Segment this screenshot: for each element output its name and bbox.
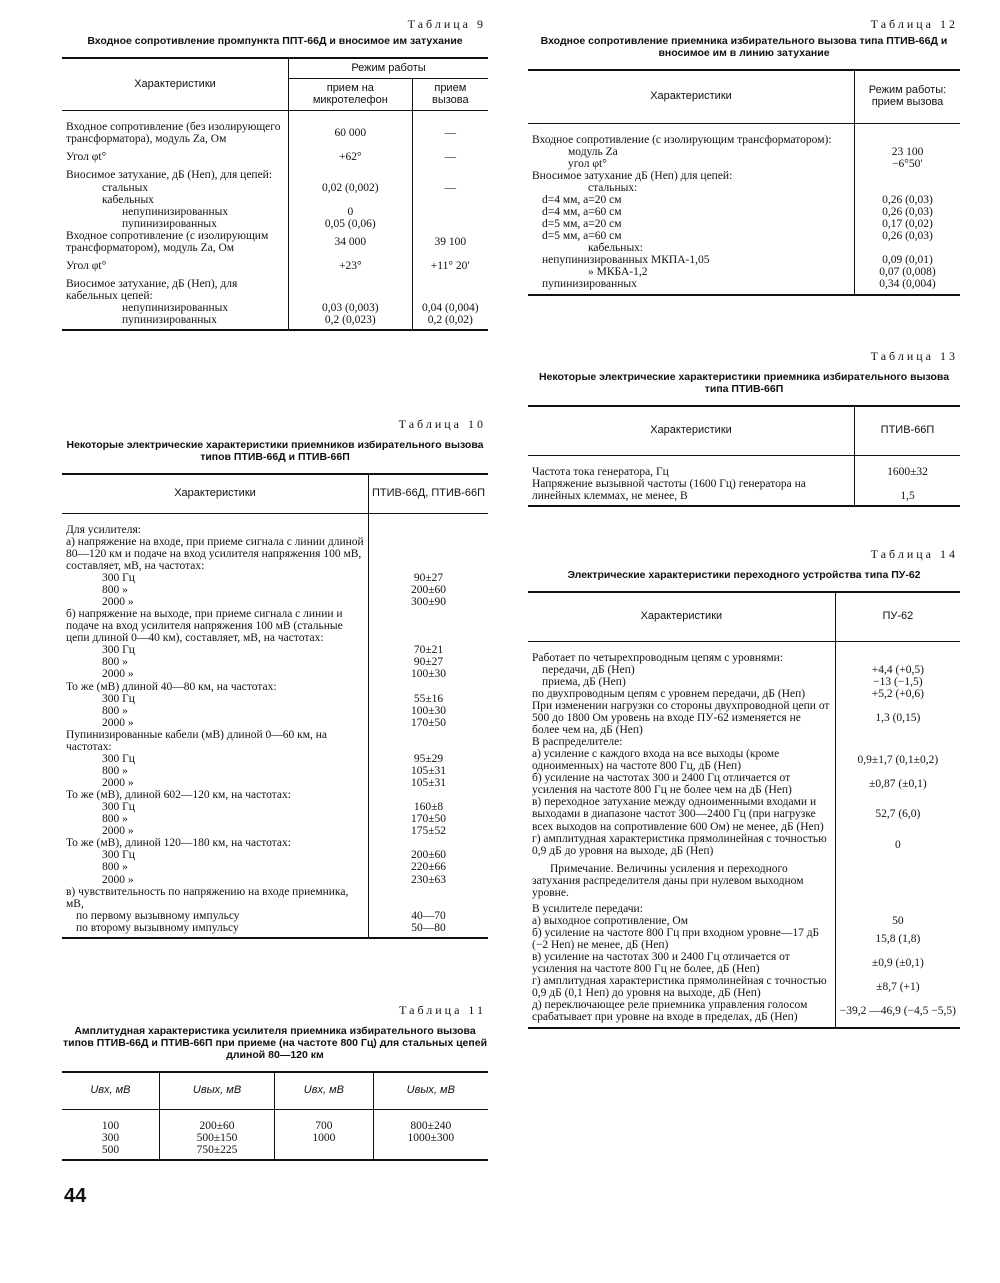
row-value: 0,34 (0,004) (855, 278, 961, 294)
row-value: 105±31 (369, 777, 489, 789)
table-row (528, 975, 960, 999)
column-header: Uвх, мВ (275, 1072, 373, 1110)
row-value-call (412, 206, 488, 218)
table-row (62, 717, 488, 729)
row-value: 105±31 (369, 765, 489, 777)
row-characteristic: непупинизированных (122, 302, 229, 315)
table-row (62, 753, 488, 765)
row-characteristic: г) амплитудная характеристика прямолинейная с точностью 0,9 дБ (0,1 Неп) до уровня на выходе, дБ (Неп) (532, 975, 827, 1000)
table-label: Таблица 12 (870, 17, 958, 31)
table-row (528, 857, 960, 903)
row-value: 100±30 (369, 668, 489, 680)
table-row (62, 777, 488, 789)
row-characteristic: а) напряжение на входе, при приеме сигнала с линии длиной 80—120 км и подаче на вход усилителя напряжения 100 мВ, составляет, мВ, на частотах: (66, 535, 364, 572)
row-value: 300±90 (369, 596, 489, 608)
table-cell: 1000 (275, 1132, 373, 1144)
table-row (62, 314, 488, 330)
header-characteristics: Характеристики (528, 592, 835, 642)
table-row (62, 182, 488, 194)
table-row (528, 736, 960, 748)
row-characteristic: приема, дБ (Неп) (542, 675, 626, 688)
row-value (855, 242, 961, 254)
row-value-microphone: 60 000 (289, 111, 413, 146)
row-value-microphone: +62° (289, 145, 413, 163)
table-12 (528, 18, 960, 296)
table-9 (62, 18, 488, 331)
table-row (528, 170, 960, 182)
row-characteristic: непупинизированных (122, 205, 229, 218)
row-value (835, 903, 960, 915)
table-cell: 100 (101, 1119, 120, 1132)
row-value (835, 641, 960, 664)
row-characteristic: Виосимое затухание, дБ (Неп), для кабельных цепей: (66, 277, 238, 303)
table-title: Некоторые электрические характеристики приемников избирательного вызова типов ПТИВ-66Д и ПТИВ-66П (66, 438, 484, 463)
table-row (62, 145, 488, 163)
row-characteristic: по второму вызывному импульсу (62, 922, 369, 938)
row-characteristic: пупинизированных (62, 314, 289, 330)
row-value: 1,5 (855, 478, 961, 506)
table-row (62, 163, 488, 181)
row-characteristic: В распределителе: (532, 736, 623, 749)
table-row (62, 218, 488, 230)
table-row (62, 254, 488, 272)
table-row (528, 833, 960, 857)
table-cell (275, 1144, 373, 1160)
table-row (528, 903, 960, 915)
row-characteristic: d=5 мм, a=60 см (542, 230, 622, 243)
row-value: 1600±32 (855, 455, 961, 478)
table-row (528, 242, 960, 254)
table-row (528, 748, 960, 772)
row-characteristic: пупинизированных (528, 278, 855, 294)
row-characteristic: г) амплитудная характеристика прямолинейная с точностью 0,9 дБ до уровня на выходе, дБ (Неп) (532, 832, 827, 857)
table-14 (528, 548, 960, 1029)
row-value: 0 (835, 833, 960, 857)
table-row (62, 886, 488, 910)
table-cell: 750±225 (159, 1144, 274, 1160)
table-row (62, 825, 488, 837)
table-row (62, 849, 488, 861)
row-characteristic: стальных: (588, 181, 638, 194)
row-characteristic: Входное сопротивление (с изолирующим трансформатором): (532, 133, 832, 146)
row-characteristic: 800 » (102, 584, 128, 597)
row-value (369, 886, 489, 910)
table-row (62, 705, 488, 717)
row-characteristic: стальных (102, 181, 149, 194)
table-row (528, 206, 960, 218)
row-value: 95±29 (369, 753, 489, 765)
row-characteristic: 300 Гц (102, 692, 135, 705)
row-value: ±0,87 (±0,1) (835, 772, 960, 796)
row-characteristic: 2000 » (102, 668, 134, 681)
table-row (62, 861, 488, 873)
table-row (528, 146, 960, 158)
row-characteristic: Примечание. Величины усиления и переходного затухания распределителя даны при нулевом выходном уровне. (532, 862, 804, 899)
table-row (528, 688, 960, 700)
row-characteristic: кабельных (102, 193, 154, 206)
table-row (528, 951, 960, 975)
header-col-2: прием вызова (412, 79, 488, 111)
table-label: Таблица 10 (398, 417, 486, 431)
row-value: ±8,7 (+1) (835, 975, 960, 999)
row-characteristic: б) напряжение на выходе, при приеме сигнала с линии и подаче на вход усилителя напряжения 100 мВ (стальные цепи длиной 0—40 км), составляет, мВ, на частотах: (66, 608, 343, 645)
table-cell: 300 (101, 1131, 120, 1144)
row-characteristic: d=4 мм, a=60 см (542, 206, 622, 219)
row-characteristic: 2000 » (102, 825, 134, 838)
row-value: 90±27 (369, 656, 489, 668)
row-value-microphone: 0,02 (0,002) (289, 182, 413, 194)
table-cell: 1000±300 (373, 1132, 488, 1144)
row-value: 0,26 (0,03) (855, 206, 961, 218)
row-characteristic: d=4 мм, a=20 см (542, 194, 622, 207)
row-characteristic: Пупинизированные кабели (мВ) длиной 0—60 км, на частотах: (66, 728, 328, 753)
row-value-call: +11° 20′ (412, 254, 488, 272)
table-row (62, 272, 488, 302)
table-11-grid (62, 1071, 488, 1161)
row-value (855, 123, 961, 146)
row-value: 1,3 (0,15) (835, 700, 960, 736)
row-value (369, 837, 489, 849)
row-value-call: — (412, 182, 488, 194)
table-cell: 500±150 (159, 1132, 274, 1144)
row-characteristic: д) переключающее реле приемника управления голосом срабатывает при уровне на входе в пределах, дБ (Неп) (528, 999, 835, 1027)
header-characteristics: Характеристики (62, 474, 369, 514)
table-row (62, 536, 488, 572)
column-header: Uвых, мВ (159, 1072, 274, 1110)
table-cell (373, 1144, 488, 1160)
row-value (369, 513, 489, 536)
row-value (835, 736, 960, 748)
row-value: 160±8 (369, 801, 489, 813)
table-row (62, 596, 488, 608)
row-value-microphone (289, 163, 413, 181)
row-value: 200±60 (369, 849, 489, 861)
table-title: Входное сопротивление промпункта ППТ-66Д и вносимое им затухание (87, 34, 463, 47)
table-row (62, 302, 488, 314)
row-value (855, 182, 961, 194)
row-value: 15,8 (1,8) (835, 927, 960, 951)
table-11 (62, 1004, 488, 1161)
table-title: Входное сопротивление приемника избирательного вызова типа ПТИВ-66Д и вносимое им в линию затухание (540, 34, 948, 59)
row-value: −6°50′ (855, 158, 961, 170)
row-value: 170±50 (369, 717, 489, 729)
row-value: 50 (835, 915, 960, 927)
row-value: 0,9±1,7 (0,1±0,2) (835, 748, 960, 772)
row-value: 0,07 (0,008) (855, 266, 961, 278)
row-value-call: 39 100 (412, 230, 488, 254)
row-characteristic: непупинизированных МКПА-1,05 (542, 254, 710, 267)
table-row (62, 194, 488, 206)
row-value: −13 (−1,5) (835, 676, 960, 688)
row-value: +5,2 (+0,6) (835, 688, 960, 700)
row-value: 23 100 (855, 146, 961, 158)
row-characteristic: Входное сопротивление (с изолирующим трансформатором), модуль Zа, Ом (66, 229, 269, 254)
table-row (62, 801, 488, 813)
table-row (62, 693, 488, 705)
row-characteristic: а) выходное сопротивление, Ом (532, 914, 688, 927)
table-row (62, 765, 488, 777)
row-value-call: — (412, 145, 488, 163)
row-characteristic: 800 » (102, 861, 128, 874)
table-14-grid (528, 591, 960, 1029)
table-row (528, 455, 960, 478)
row-characteristic: Частота тока генератора, Гц (532, 465, 669, 478)
row-value-call (412, 194, 488, 206)
row-value: 70±21 (369, 644, 489, 656)
table-row (62, 206, 488, 218)
table-10 (62, 418, 488, 939)
row-characteristic: 2000 » (102, 873, 134, 886)
table-row (62, 668, 488, 680)
row-value-microphone: 34 000 (289, 230, 413, 254)
row-characteristic: Угол φt° (66, 151, 107, 164)
row-characteristic: Вносимое затухание дБ (Неп) для цепей: (532, 169, 733, 182)
table-row (62, 910, 488, 922)
row-characteristic: передачи, дБ (Неп) (542, 663, 635, 676)
table-13-grid (528, 405, 960, 507)
row-value-call (412, 218, 488, 230)
table-row (62, 837, 488, 849)
table-row (62, 922, 488, 938)
table-row (62, 656, 488, 668)
table-row (528, 266, 960, 278)
row-value: 50—80 (369, 922, 489, 938)
table-row (62, 813, 488, 825)
row-value: 230±63 (369, 874, 489, 886)
row-value: 0,26 (0,03) (855, 194, 961, 206)
table-title: Электрические характеристики переходного устройства типа ПУ-62 (567, 568, 921, 581)
table-label: Таблица 14 (870, 547, 958, 561)
row-characteristic: 800 » (102, 813, 128, 826)
row-value: 0,26 (0,03) (855, 230, 961, 242)
row-characteristic: по первому вызывному импульсу (76, 909, 240, 922)
table-cell: 800±240 (373, 1109, 488, 1132)
row-characteristic: 300 Гц (102, 849, 135, 862)
row-characteristic: б) усиление на частотах 300 и 2400 Гц отличается от усиления на частоте 800 Гц не более чем на дБ (Неп) (532, 772, 792, 797)
table-cell: 500 (62, 1144, 159, 1160)
table-row (62, 644, 488, 656)
row-value (855, 170, 961, 182)
table-13 (528, 350, 960, 507)
row-characteristic: по двухпроводным цепям с уровнем передачи, дБ (Неп) (532, 687, 806, 700)
table-row (62, 572, 488, 584)
row-value-call: — (412, 111, 488, 146)
table-row (62, 874, 488, 886)
table-label: Таблица 11 (399, 1003, 486, 1017)
row-value-microphone (289, 272, 413, 302)
row-characteristic: а) усиление с каждого входа на все выходы (кроме одноименных) на частоте 800 Гц, дБ (Неп) (532, 748, 780, 773)
row-characteristic: 300 Гц (102, 571, 135, 584)
row-value-microphone: 0,2 (0,023) (289, 314, 413, 330)
table-row (528, 641, 960, 664)
table-row (62, 230, 488, 254)
row-characteristic: кабельных: (588, 242, 644, 255)
header-value: ПТИВ-66Д, ПТИВ-66П (369, 474, 489, 514)
row-characteristic: Виосимое затухание, дБ (Неп), для цепей: (66, 169, 273, 182)
table-row (528, 915, 960, 927)
row-value: ±0,9 (±0,1) (835, 951, 960, 975)
table-title: Амплитудная характеристика усилителя приемника избирательного вызова типов ПТИВ-66Д и ПТИВ-66П при приеме (на частоте 800 Гц) для стальных цепей длиной 80—120 км (62, 1024, 488, 1061)
row-value: 0,17 (0,02) (855, 218, 961, 230)
table-label: Таблица 9 (407, 17, 486, 31)
row-characteristic: Угол φt° (66, 259, 107, 272)
table-row (62, 608, 488, 644)
row-characteristic: Напряжение вызывной частоты (1600 Гц) генератора на линейных клеммах, не менее, В (528, 478, 855, 506)
table-row (528, 158, 960, 170)
row-value-microphone (289, 194, 413, 206)
row-value: 170±50 (369, 813, 489, 825)
row-characteristic: То же (мВ), длиной 120—180 км, на частотах: (66, 837, 291, 850)
row-characteristic: 2000 » (102, 777, 134, 790)
table-row (62, 111, 488, 146)
table-row (528, 123, 960, 146)
row-value-microphone: 0,05 (0,06) (289, 218, 413, 230)
row-characteristic: 800 » (102, 704, 128, 717)
row-characteristic: 800 » (102, 656, 128, 669)
row-value-call (412, 163, 488, 181)
header-value: ПТИВ-66П (855, 406, 961, 456)
table-row (528, 796, 960, 832)
header-mode: Режим работы (289, 58, 489, 79)
row-value (369, 729, 489, 753)
row-value (369, 608, 489, 644)
table-row (62, 789, 488, 801)
table-row (528, 230, 960, 242)
table-9-grid (62, 57, 488, 332)
table-row (528, 478, 960, 506)
table-row (528, 999, 960, 1027)
row-value (835, 857, 960, 903)
row-value (369, 536, 489, 572)
header-characteristics: Характеристики (528, 70, 855, 124)
column-header: Uвх, мВ (62, 1072, 159, 1110)
row-characteristic: угол φt° (568, 157, 607, 170)
table-10-grid (62, 473, 488, 939)
table-row (528, 218, 960, 230)
row-characteristic: 800 » (102, 764, 128, 777)
table-row (528, 772, 960, 796)
table-row (528, 182, 960, 194)
row-characteristic: 300 Гц (102, 752, 135, 765)
table-row (528, 254, 960, 266)
table-row (62, 1144, 488, 1160)
row-value: 40—70 (369, 910, 489, 922)
row-value-microphone: 0 (289, 206, 413, 218)
row-value: 175±52 (369, 825, 489, 837)
row-value: 0,09 (0,01) (855, 254, 961, 266)
page-number: 44 (64, 1185, 87, 1207)
table-row (62, 1109, 488, 1132)
row-value: +4,4 (+0,5) (835, 664, 960, 676)
row-value-microphone: +23° (289, 254, 413, 272)
row-characteristic: б) усиление на частоте 800 Гц при входном уровне—17 дБ (−2 Неп) не менее, дБ (Неп) (532, 927, 820, 952)
header-characteristics: Характеристики (62, 58, 289, 111)
table-row (62, 584, 488, 596)
header-characteristics: Характеристики (528, 406, 855, 456)
row-characteristic: в) переходное затухание между одноименными входами и выходами в диапазоне частот 300—2400 Гц (при нагрузке всех выходов на сопротивление 600 Ом) не менее, дБ (Неп) (532, 796, 824, 833)
table-row (528, 927, 960, 951)
row-characteristic: 2000 » (102, 596, 134, 609)
row-characteristic: модуль Zа (568, 145, 618, 158)
row-characteristic: d=5 мм, a=20 см (542, 218, 622, 231)
row-characteristic: пупинизированных (122, 217, 217, 230)
row-characteristic: 300 Гц (102, 801, 135, 814)
row-value: 220±66 (369, 861, 489, 873)
row-characteristic: 300 Гц (102, 644, 135, 657)
table-row (528, 700, 960, 736)
table-row (62, 729, 488, 753)
table-row (62, 513, 488, 536)
row-characteristic: То же (мВ) длиной 40—80 км, на частотах: (66, 680, 277, 693)
table-label: Таблица 13 (870, 349, 958, 363)
row-value (369, 681, 489, 693)
row-value: 200±60 (369, 584, 489, 596)
row-value-call (412, 272, 488, 302)
table-row (528, 278, 960, 294)
row-value: 100±30 (369, 705, 489, 717)
table-row (528, 194, 960, 206)
header-value: Режим работы: прием вызова (855, 70, 961, 124)
table-cell: 200±60 (159, 1109, 274, 1132)
row-characteristic: При изменении нагрузки со стороны двухпроводной цепи от 500 до 1800 Ом уровень на входе ПУ-62 изменяется не более чем на, дБ (Неп) (532, 699, 830, 737)
table-row (528, 664, 960, 676)
row-characteristic: В усилителе передачи: (532, 902, 643, 915)
column-header: Uвых, мВ (373, 1072, 488, 1110)
row-value-call: 0,2 (0,02) (412, 314, 488, 330)
table-row (62, 1132, 488, 1144)
header-col-1: прием на микротелефон (289, 79, 413, 111)
table-row (62, 681, 488, 693)
row-characteristic: Для усилителя: (66, 523, 142, 536)
row-value-microphone: 0,03 (0,003) (289, 302, 413, 314)
row-value: 52,7 (6,0) (835, 796, 960, 832)
row-value (369, 789, 489, 801)
row-characteristic: То же (мВ), длиной 602—120 км, на частотах: (66, 789, 291, 802)
row-characteristic: в) чувствительность по напряжению на входе приемника, мВ, (66, 885, 349, 910)
table-row (528, 676, 960, 688)
table-title: Некоторые электрические характеристики приемника избирательного вызова типа ПТИВ-66П (538, 370, 950, 395)
row-value: −39,2 —46,9 (−4,5 −5,5) (835, 999, 960, 1027)
table-cell: 700 (275, 1109, 373, 1132)
row-characteristic: в) усиление на частотах 300 и 2400 Гц отличается от усиления на частоте 800 Гц не более, дБ (Неп) (532, 951, 790, 976)
row-value: 55±16 (369, 693, 489, 705)
row-characteristic: Работает по четырехпроводным цепям с уровнями: (532, 651, 783, 664)
row-value-call: 0,04 (0,004) (412, 302, 488, 314)
row-value: 90±27 (369, 572, 489, 584)
row-characteristic: Входное сопротивление (без изолирующего трансформатора), модуль Zа, Ом (66, 121, 281, 146)
row-characteristic: » МКБА-1,2 (588, 266, 648, 279)
table-12-grid (528, 69, 960, 296)
row-characteristic: 2000 » (102, 716, 134, 729)
header-value: ПУ-62 (835, 592, 960, 642)
